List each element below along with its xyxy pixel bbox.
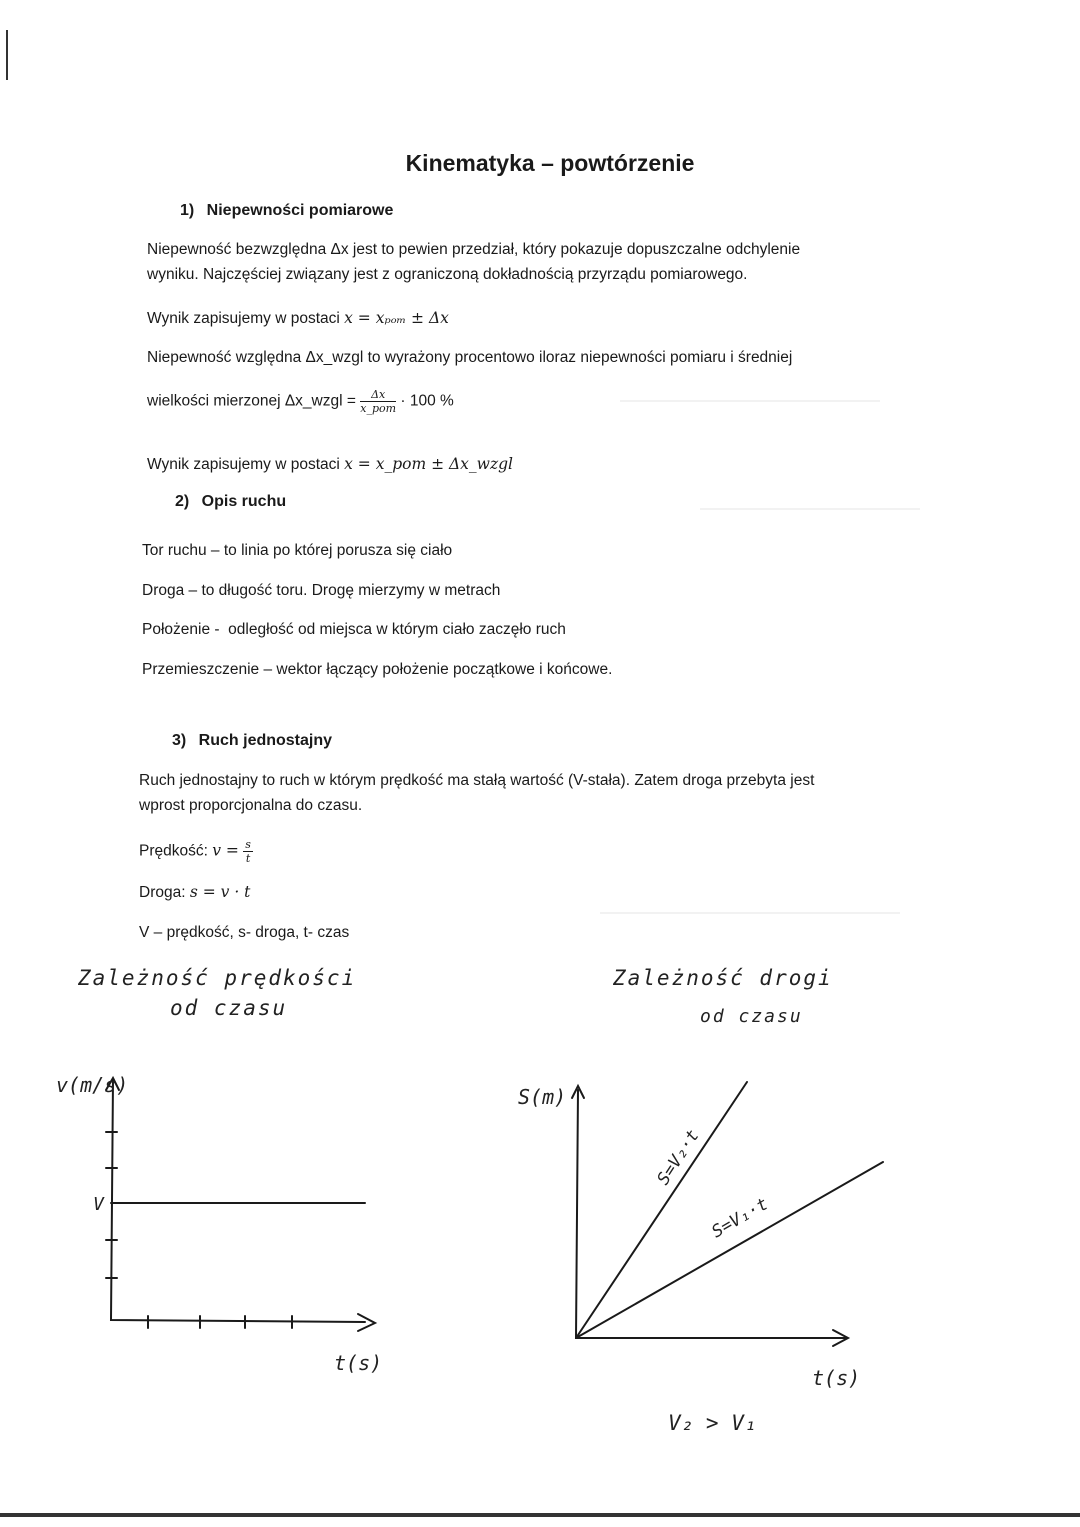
definition-line: Droga – to długość toru. Drogę mierzymy w metrach	[142, 581, 501, 599]
section-heading-uncertainty: 1) Niepewności pomiarowe	[180, 202, 394, 219]
formula-label: wielkości mierzonej Δx_wzgl =	[147, 392, 356, 410]
result-label: Wynik zapisujemy w postaci	[147, 456, 340, 473]
text-line: wprost proporcjonalna do czasu.	[139, 797, 363, 814]
line-v2	[576, 1082, 747, 1338]
fraction-denominator: t	[245, 852, 251, 865]
paragraph-relative-uncertainty: Niepewność względna Δx_wzgl to wyrażony procentowo iloraz niepewności pomiaru i średniej	[147, 349, 793, 366]
line-v2-label: S=V₂·t	[653, 1126, 704, 1189]
page-title: Kinematyka – powtórzenie	[405, 150, 695, 176]
text-line: wyniku. Najczęściej związany jest z ograniczoną dokładnością przyrządu pomiarowego.	[147, 266, 748, 283]
graph2-title-line2: od czasu	[700, 1006, 803, 1027]
line-v1	[576, 1162, 883, 1338]
y-axis	[576, 1090, 845, 1338]
x-axis-label: t(s)	[334, 1351, 383, 1375]
page-edge	[0, 1513, 1080, 1517]
fraction-numerator: Δx	[360, 388, 396, 402]
line-v1-label: S=V₁·t	[708, 1194, 772, 1243]
value-label-v: V	[93, 1194, 104, 1215]
definition-line: Przemieszczenie – wektor łączący położenie początkowe i końcowe.	[142, 660, 613, 678]
distance-label: Droga:	[139, 884, 186, 901]
distance-equation: s = v · t	[189, 883, 251, 901]
section-heading-motion: 2) Opis ruchu	[175, 493, 287, 510]
result-label: Wynik zapisujemy w postaci	[147, 310, 340, 327]
y-axis-label: S(m)	[518, 1085, 567, 1109]
x-axis-label: t(s)	[812, 1366, 861, 1390]
graph1-title-line2: od czasu	[170, 996, 288, 1020]
fraction-denominator: x_pom	[360, 402, 397, 415]
speed-equation: v =	[212, 841, 239, 860]
graph1-title-line1: Zależność prędkości	[78, 966, 357, 990]
y-axis-label: v(m/s)	[56, 1073, 129, 1097]
definition-line: Tor ruchu – to linia po której porusza się ciało	[142, 542, 453, 559]
definition-line: Położenie - odległość od miejsca w którym ciało zaczęło ruch	[142, 621, 566, 638]
speed-label: Prędkość:	[139, 842, 208, 860]
text-line: Niepewność bezwzględna Δx jest to pewien przedział, który pokazuje dopuszczalne odchylenie	[147, 241, 801, 258]
fraction-numerator: s	[245, 838, 251, 851]
graph2-title-line1: Zależność drogi	[613, 966, 833, 990]
section-heading-uniform-motion: 3) Ruch jednostajny	[172, 732, 333, 749]
result-formula: x = x_pom ± Δx_wzgl	[344, 455, 513, 473]
result-formula: x = xₚₒₘ ± Δx	[344, 309, 449, 327]
formula-tail: · 100 %	[400, 392, 454, 410]
velocity-relation: V₂ > V₁	[668, 1411, 757, 1435]
text-line: Ruch jednostajny to ruch w którym prędkość ma stałą wartość (V-stała). Zatem droga przebyta jest	[139, 772, 815, 789]
variables-legend: V – prędkość, s- droga, t- czas	[139, 924, 350, 941]
